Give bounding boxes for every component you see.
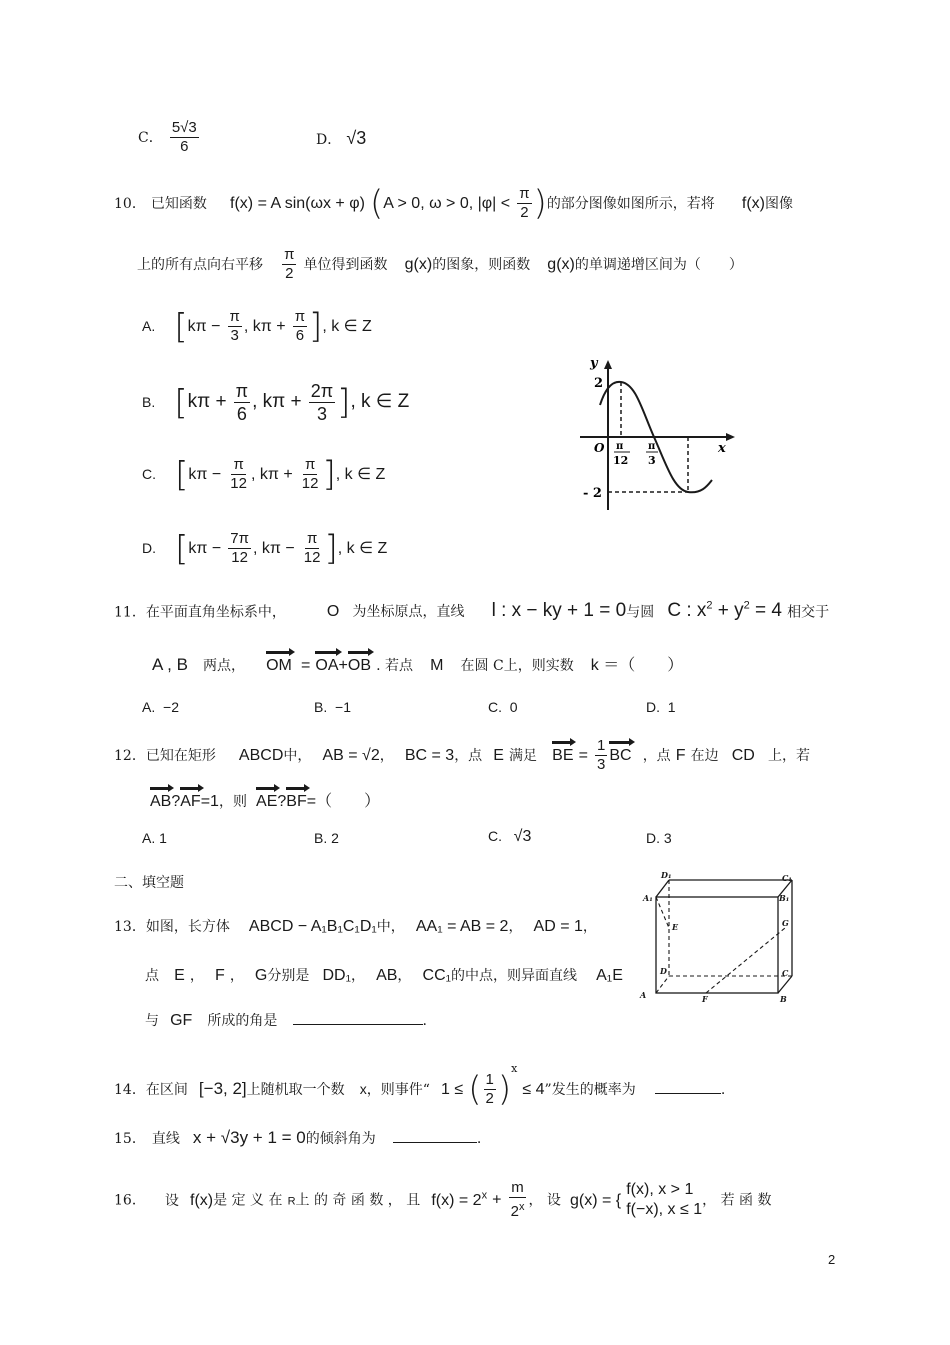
q12-option-c: C. √3 bbox=[488, 828, 532, 845]
q13-line3: 与 GF 所成的角是 . bbox=[145, 1012, 427, 1029]
label-C1: C₁ bbox=[782, 873, 792, 883]
q12-option-a: A. 1 bbox=[142, 830, 167, 846]
page-number: 2 bbox=[828, 1252, 836, 1267]
tick2-num: π bbox=[648, 441, 656, 452]
vector-ob: OB bbox=[347, 657, 372, 674]
cuboid-front-face bbox=[656, 897, 778, 993]
q9-option-d: D． √3 bbox=[316, 128, 367, 148]
q11-line2: A , B 两点， OM = OA+OB . 若点 M 在圆 C上，则实数 k ＝（ ） bbox=[152, 655, 684, 674]
q12-line1: 12．已知在矩形 ABCD中， AB = √2， BC = 3，点 E 满足 BE = $\frac{1}{3}$ BC ，点 F 在边 CD 上，若 bbox=[114, 737, 810, 773]
q10-option-a: A. [kπ − $\frac{\pi}{3}$ , kπ + $\frac{\pi}{6}$ ], k ∈ Z bbox=[142, 306, 372, 347]
vector-be: BE bbox=[552, 747, 574, 764]
origin-label: O bbox=[594, 441, 605, 455]
q13-line1: 13．如图，长方体 ABCD − A₁B₁C₁D₁中， AA₁ = AB = 2， AD = 1， bbox=[114, 918, 597, 935]
q10-option-b: B. [kπ + $\frac{\pi}{6}$ , kπ + $\frac{2\pi}{3}$ ], k ∈ Z bbox=[142, 381, 410, 424]
q16-line: 16． 设 f(x)是 定 义 在 R上 的 奇 函 数 ， 且 $f(x) = 2^x$ + $\frac{m}{2^x}$ ， 设 g(x) = { f(x), x > 1 f(−x), x ≤ 1 ， 若 函 数 bbox=[114, 1179, 772, 1220]
q9-option-c: C． $\frac{5√3}{6}$ bbox=[138, 119, 197, 155]
section-fill-in-title: 二、填空题 bbox=[114, 875, 184, 891]
label-B1: B₁ bbox=[779, 893, 790, 903]
q15-answer-blank[interactable] bbox=[393, 1142, 477, 1143]
q10-option-d: D. [kπ − $\frac{7\pi}{12}$ , kπ − $\frac{\pi}{12}$ ], k ∈ Z bbox=[142, 528, 388, 569]
vector-ae: AE bbox=[256, 793, 278, 810]
label-A1: A₁ bbox=[643, 893, 653, 903]
q14-answer-blank[interactable] bbox=[655, 1093, 721, 1094]
q13-cuboid-figure bbox=[640, 868, 790, 1003]
y-label: y bbox=[590, 356, 598, 371]
q11-option-d: D. 1 bbox=[646, 699, 676, 715]
y-max-label: 2 bbox=[594, 376, 604, 391]
q12-option-b: B. 2 bbox=[314, 830, 339, 846]
q12-option-d: D. 3 bbox=[646, 830, 672, 846]
label-B: B bbox=[780, 994, 787, 1004]
label-E: E bbox=[672, 922, 679, 932]
q10-function-graph bbox=[570, 350, 750, 515]
x-axis-arrow bbox=[726, 433, 735, 441]
q11-line1: 11．在平面直角坐标系中， O 为坐标原点，直线 l : x − ky + 1 = 0与圆 C : $x^2 + y^2 = 4$ 相交于 bbox=[114, 600, 830, 622]
label-A: A bbox=[640, 990, 647, 1000]
vector-oa: OA bbox=[315, 657, 339, 674]
q13-answer-blank[interactable] bbox=[293, 1024, 423, 1025]
vector-ab: AB bbox=[150, 793, 172, 810]
x-label: x bbox=[718, 441, 726, 456]
y-axis-arrow bbox=[604, 360, 612, 369]
tick1-den: 12 bbox=[613, 454, 629, 467]
vector-af: AF bbox=[180, 793, 201, 810]
vector-bc: BC bbox=[609, 747, 632, 764]
hidden-edge-ad bbox=[656, 976, 669, 993]
y-min-label: - 2 bbox=[583, 486, 602, 501]
vector-om: OM bbox=[266, 657, 292, 674]
q10-line1: 10． 已知函数 f(x) = A sin(ωx + φ) (A > 0, ω > 0, |φ| < $\frac{\pi}{2}$ )的部分图像如图所示，若将 f(x)图像 bbox=[114, 183, 794, 224]
q12-line2: AB?AF=1，则 AE?BF=（ ） bbox=[150, 793, 381, 810]
segment-a1e bbox=[656, 897, 669, 928]
q14-line: 14．在区间 [−3, 2]上随机取一个数 x，则事件“ 1 ≤ ( $\frac{1}{2}$ )$^x$ ≤ 4”发生的概率为 . bbox=[114, 1062, 726, 1110]
tick2-den: 3 bbox=[648, 454, 656, 467]
q11-option-a: A. −2 bbox=[142, 699, 179, 715]
q11-option-b: B. −1 bbox=[314, 699, 351, 715]
label-D1: D₁ bbox=[661, 870, 672, 880]
label-F: F bbox=[702, 994, 708, 1004]
label-G: G bbox=[782, 918, 789, 928]
q10-line2: 上的所有点向右平移 $\frac{\pi}{2}$ 单位得到函数 g(x)的图象，则函数 g(x)的单调递增区间为（ ） bbox=[137, 246, 743, 282]
label-C: C bbox=[782, 968, 789, 978]
q10-option-c: C. [kπ − $\frac{\pi}{12}$ , kπ + $\frac{\pi}{12}$ ], k ∈ Z bbox=[142, 454, 386, 495]
vector-bf: BF bbox=[286, 793, 307, 810]
q9-c-fraction: $\frac{5√3}{6}$ bbox=[171, 119, 197, 155]
q11-option-c: C. 0 bbox=[488, 699, 518, 715]
q13-line2: 点 E ， F ， G分别是 DD₁， AB， CC₁的中点，则异面直线 A₁E bbox=[145, 967, 623, 984]
label-D: D bbox=[660, 966, 667, 976]
q15-line: 15． 直线 x + √3y + 1 = 0的倾斜角为 . bbox=[114, 1128, 482, 1147]
q16-piecewise: f(x), x > 1 f(−x), x ≤ 1 bbox=[626, 1181, 703, 1218]
tick1-num: π bbox=[616, 441, 624, 452]
segment-gf bbox=[706, 928, 785, 993]
